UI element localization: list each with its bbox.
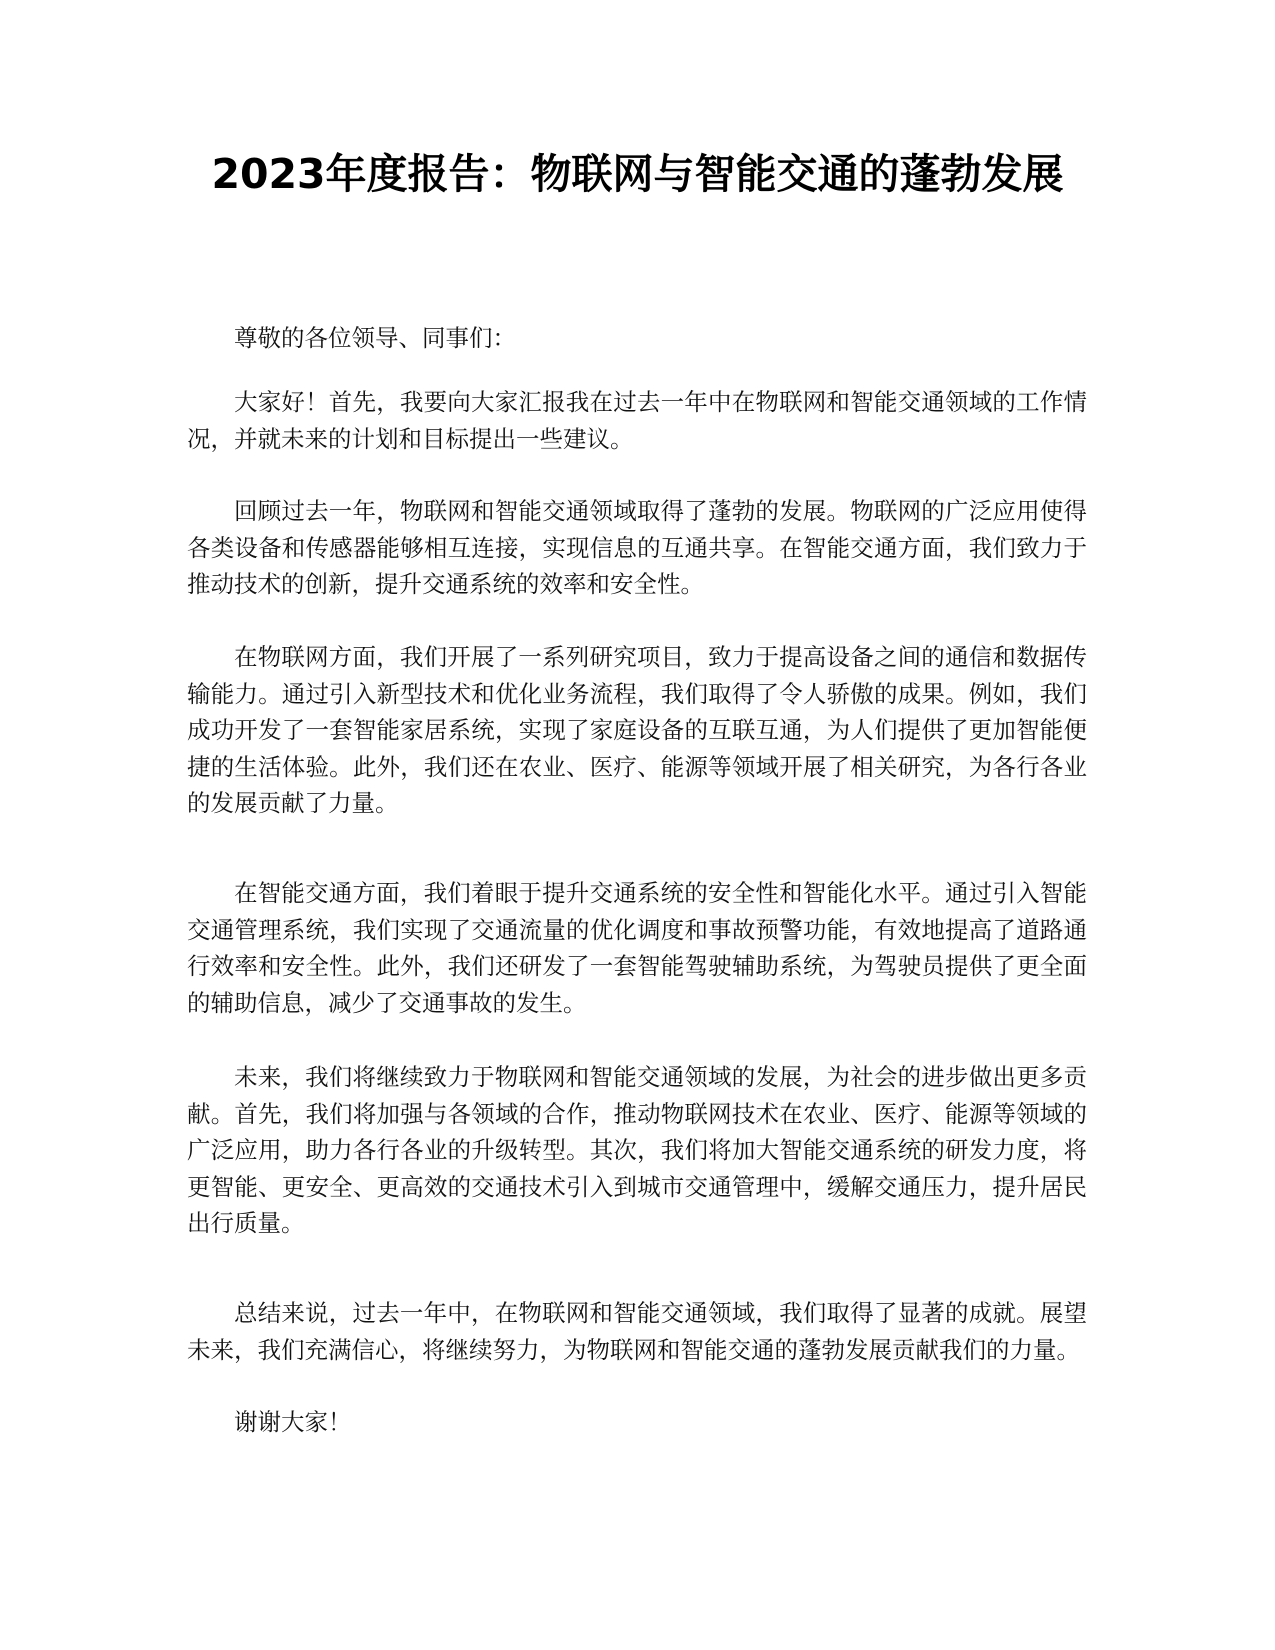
paragraph-summary: 总结来说，过去一年中，在物联网和智能交通领域，我们取得了显著的成就。展望未来，我们充满信心，将继续努力，为物联网和智能交通的蓬勃发展贡献我们的力量。: [187, 1299, 1087, 1364]
paragraph-greeting: 尊敬的各位领导、同事们：: [234, 324, 516, 352]
paragraph-thanks: 谢谢大家！: [234, 1408, 352, 1436]
paragraph-iot: 在物联网方面，我们开展了一系列研究项目，致力于提高设备之间的通信和数据传输能力。通过引入新型技术和优化业务流程，我们取得了令人骄傲的成果。例如，我们成功开发了一套智能家居系统，实现了家庭设备的互联互通，为人们提供了更加智能便捷的生活体验。此外，我们还在农业、医疗、能源等领域开展了相关研究，为各行各业的发展贡献了力量。: [187, 643, 1087, 817]
paragraph-intro: 大家好！首先，我要向大家汇报我在过去一年中在物联网和智能交通领域的工作情况，并就未来的计划和目标提出一些建议。: [187, 388, 1087, 453]
paragraph-traffic: 在智能交通方面，我们着眼于提升交通系统的安全性和智能化水平。通过引入智能交通管理系统，我们实现了交通流量的优化调度和事故预警功能，有效地提高了道路通行效率和安全性。此外，我们还研发了一套智能驾驶辅助系统，为驾驶员提供了更全面的辅助信息，减少了交通事故的发生。: [187, 879, 1087, 1017]
paragraph-review: 回顾过去一年，物联网和智能交通领域取得了蓬勃的发展。物联网的广泛应用使得各类设备和传感器能够相互连接，实现信息的互通共享。在智能交通方面，我们致力于推动技术的创新，提升交通系统的效率和安全性。: [187, 497, 1087, 598]
paragraph-future: 未来，我们将继续致力于物联网和智能交通领域的发展，为社会的进步做出更多贡献。首先，我们将加强与各领域的合作，推动物联网技术在农业、医疗、能源等领域的广泛应用，助力各行各业的升级转型。其次，我们将加大智能交通系统的研发力度，将更智能、更安全、更高效的交通技术引入到城市交通管理中，缓解交通压力，提升居民出行质量。: [187, 1063, 1087, 1237]
document-title: 2023年度报告：物联网与智能交通的蓬勃发展: [211, 150, 1064, 198]
